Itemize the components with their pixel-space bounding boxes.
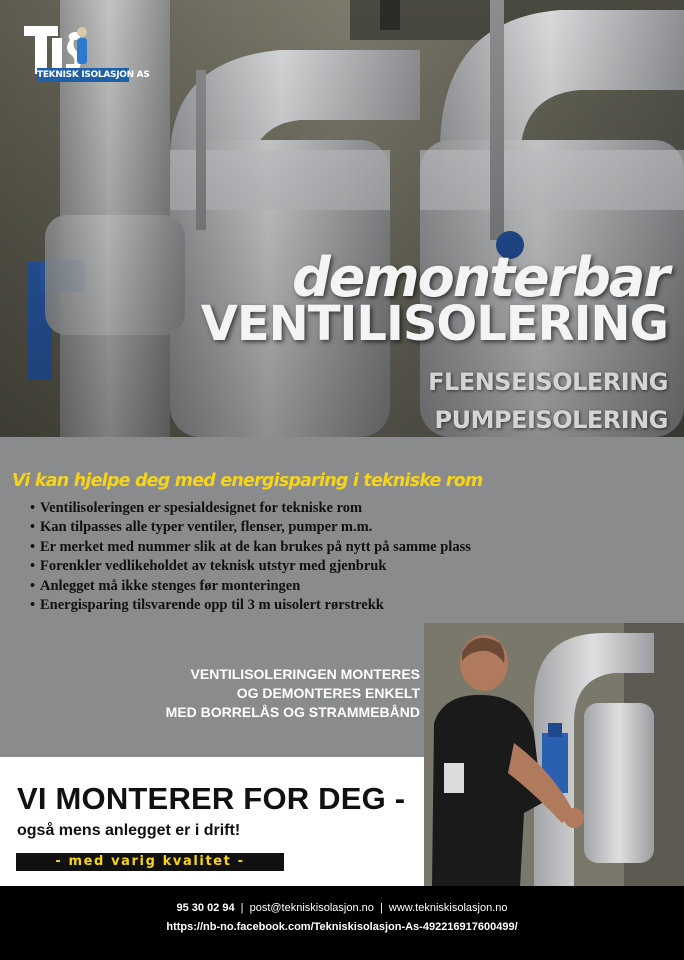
info-heading: Vi kan hjelpe deg med energisparing i tekniske rom [12, 471, 483, 491]
separator: | [240, 902, 244, 914]
hero-banner [0, 0, 684, 437]
separator: | [379, 902, 383, 914]
website-link[interactable]: www.tekniskisolasjon.no [388, 902, 508, 914]
installer-photo [424, 623, 684, 886]
contact-line [0, 902, 684, 914]
headline-pumpeisolering: PUMPEISOLERING [434, 406, 668, 434]
feature-item: • Energisparing tilsvarende opp til 3 m uisolert rørstrekk [30, 596, 471, 615]
claim-section [0, 757, 424, 886]
headline-flenseisolering: FLENSEISOLERING [428, 368, 668, 396]
headline-demonterbar: demonterbar [292, 246, 668, 309]
email-link[interactable]: post@tekniskisolasjon.no [249, 902, 374, 914]
facebook-link[interactable]: https://nb-no.facebook.com/Tekniskisolasjon-As-492216917600499/ [166, 921, 518, 933]
company-name: TEKNISK ISOLASJON AS [37, 70, 150, 80]
mounting-note-line: VENTILISOLERINGEN MONTERES [190, 666, 420, 682]
feature-item: • Ventilisoleringen er spesialdesignet for tekniske rom [30, 499, 471, 518]
feature-list [30, 499, 471, 615]
quality-banner: - med varig kvalitet - [16, 853, 284, 871]
mounting-note-line: MED BORRELÅS OG STRAMMEBÅND [165, 704, 420, 720]
contact-footer [0, 886, 684, 960]
claim-title: VI MONTERER FOR DEG - [17, 781, 406, 816]
claim-subtitle: også mens anlegget er i drift! [17, 822, 241, 839]
mounting-note-line: OG DEMONTERES ENKELT [236, 685, 420, 701]
phone-number[interactable]: 95 30 02 94 [176, 902, 235, 914]
feature-item: • Er merket med nummer slik at de kan brukes på nytt på samme plass [30, 538, 471, 557]
feature-item: • Forenkler vedlikeholdet av teknisk utstyr med gjenbruk [30, 557, 471, 576]
feature-item: • Kan tilpasses alle typer ventiler, flenser, pumper m.m. [30, 518, 471, 537]
headline-ventilisolering: VENTILISOLERING [200, 296, 668, 352]
feature-item: • Anlegget må ikke stenges før monteringen [30, 577, 471, 596]
mounting-note [166, 665, 420, 722]
